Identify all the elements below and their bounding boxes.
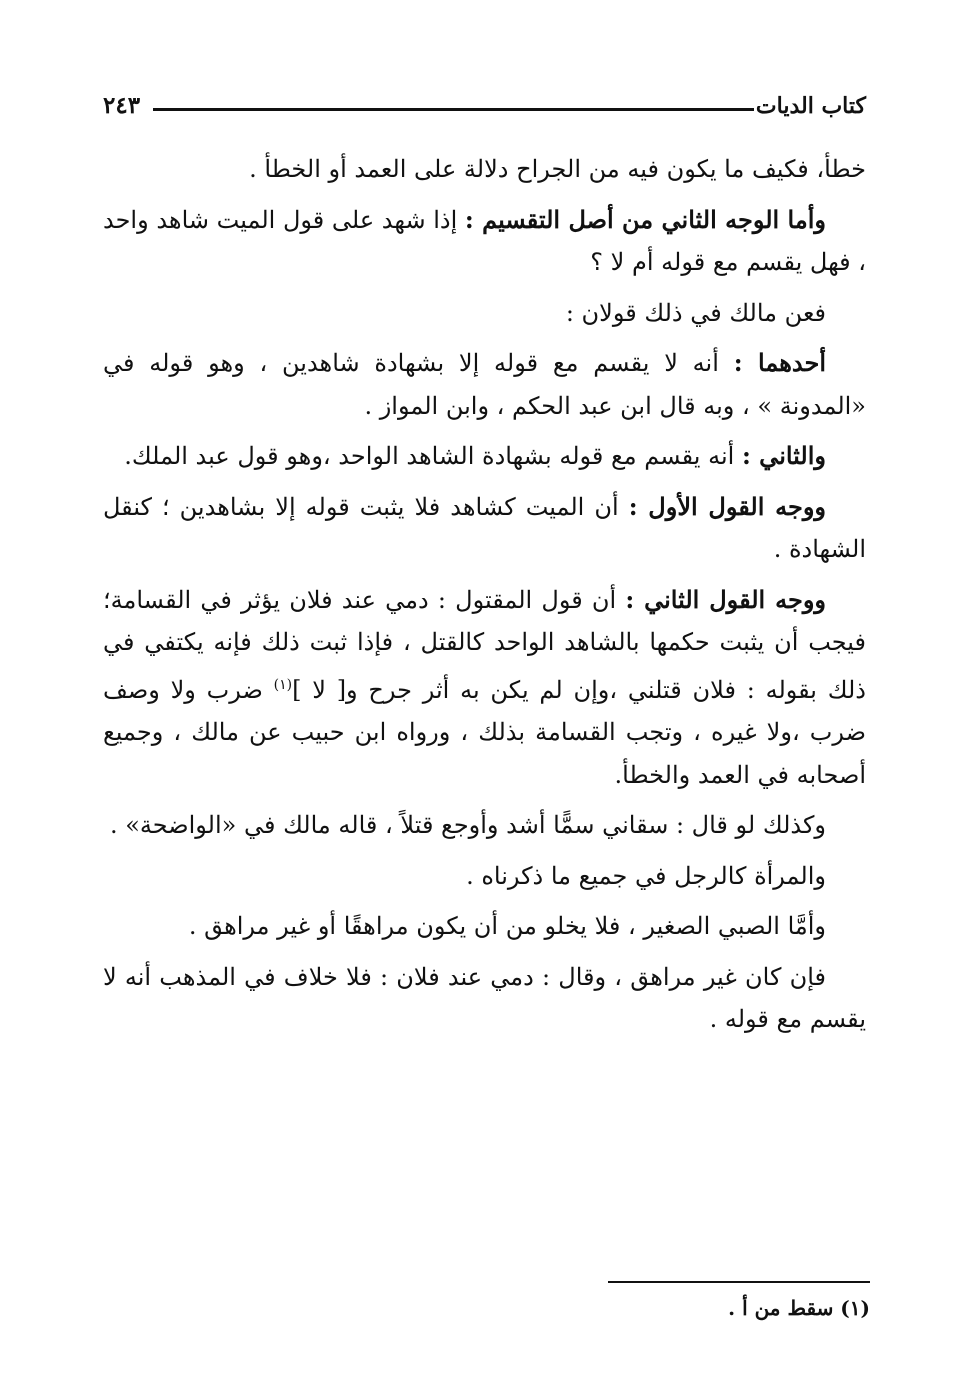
paragraph-lead: وأما الوجه الثاني من أصل التقسيم :: [464, 204, 826, 234]
paragraph-lead: أحدهما :: [733, 348, 826, 377]
paragraph: [103, 956, 866, 1041]
paragraph: [103, 148, 866, 191]
footnote-rule: [608, 1281, 870, 1283]
running-title: كتاب الديات: [755, 93, 866, 119]
paragraph: [103, 855, 866, 898]
paragraph-text: وأمَّا الصبي الصغير ، فلا يخلو من أن يكون مراهقًا أو غير مراهق .: [188, 912, 826, 940]
paragraph: [103, 579, 866, 797]
paragraph: [103, 905, 866, 948]
paragraph-text: خطأ، فكيف ما يكون فيه من الجراح دلالة على العمد أو الخطأ .: [249, 155, 866, 183]
paragraph-text: فعن مالك في ذلك قولان :: [565, 298, 826, 327]
paragraph-text: أنه لا يقسم مع قوله إلا بشهادة شاهدين ، وهو قوله في «المدونة » ، وبه قال ابن عبد الحكم ، وابن المواز .: [103, 349, 866, 420]
paragraph-text: أن الميت كشاهد فلا يثبت قوله إلا بشاهدين ؛ كنقل الشهادة .: [103, 492, 866, 563]
paragraph: [103, 486, 866, 571]
paragraph-lead: ووجه القول الأول :: [628, 491, 827, 521]
paragraph-lead: ووجه القول الثاني :: [625, 584, 826, 614]
paragraph: [103, 435, 866, 478]
paragraph-text: أن قول المقتول : دمي عند فلان يؤثر في القسامة؛ فيجب أن يثبت حكمها بالشاهد الواحد كالقتل ، فإذا ثبت ذلك فإنه يكتفي في ذلك بقوله : فلان قتلني ،وإن لم يكن به أثر جرح و[ لا ]: [103, 585, 866, 704]
paragraph: [103, 199, 866, 284]
paragraph: [103, 342, 866, 427]
footnote-marker: (١): [273, 676, 293, 693]
paragraph-text: أنه يقسم مع قوله بشهادة الشاهد الواحد ،وهو قول عبد الملك.: [124, 442, 742, 470]
footnote: (١) سقط من أ .: [728, 1296, 870, 1320]
paragraph-text: إذا شهد على قول الميت شاهد واحد ، فهل يقسم مع قوله أم لا ؟: [103, 205, 866, 276]
page-header: [103, 88, 866, 124]
body-text: [103, 148, 866, 1049]
paragraph-text: فإن كان غير مراهق ، وقال : دمي عند فلان : فلا خلاف في المذهب أنه لا يقسم مع قوله .: [103, 962, 866, 1033]
header-rule: [153, 108, 754, 111]
paragraph-lead: والثاني :: [741, 441, 826, 470]
paragraph-text: وكذلك لو قال : سقاني سمًّا أشد وأوجع قتلاً ، قاله مالك في «الواضحة» .: [109, 811, 826, 839]
paragraph: [103, 804, 866, 847]
page-number: ٢٤٣: [103, 92, 141, 119]
paragraph-text: والمرأة كالرجل في جميع ما ذكرناه .: [466, 861, 826, 890]
paragraph: [103, 292, 866, 335]
paragraph-text-tail: ضرب ولا وصف ضرب ،ولا غيره ، وتجب القسامة بذلك ، ورواه ابن حبيب عن مالك ، وجميع أصحابه في العمد والخطأ.: [103, 675, 866, 789]
